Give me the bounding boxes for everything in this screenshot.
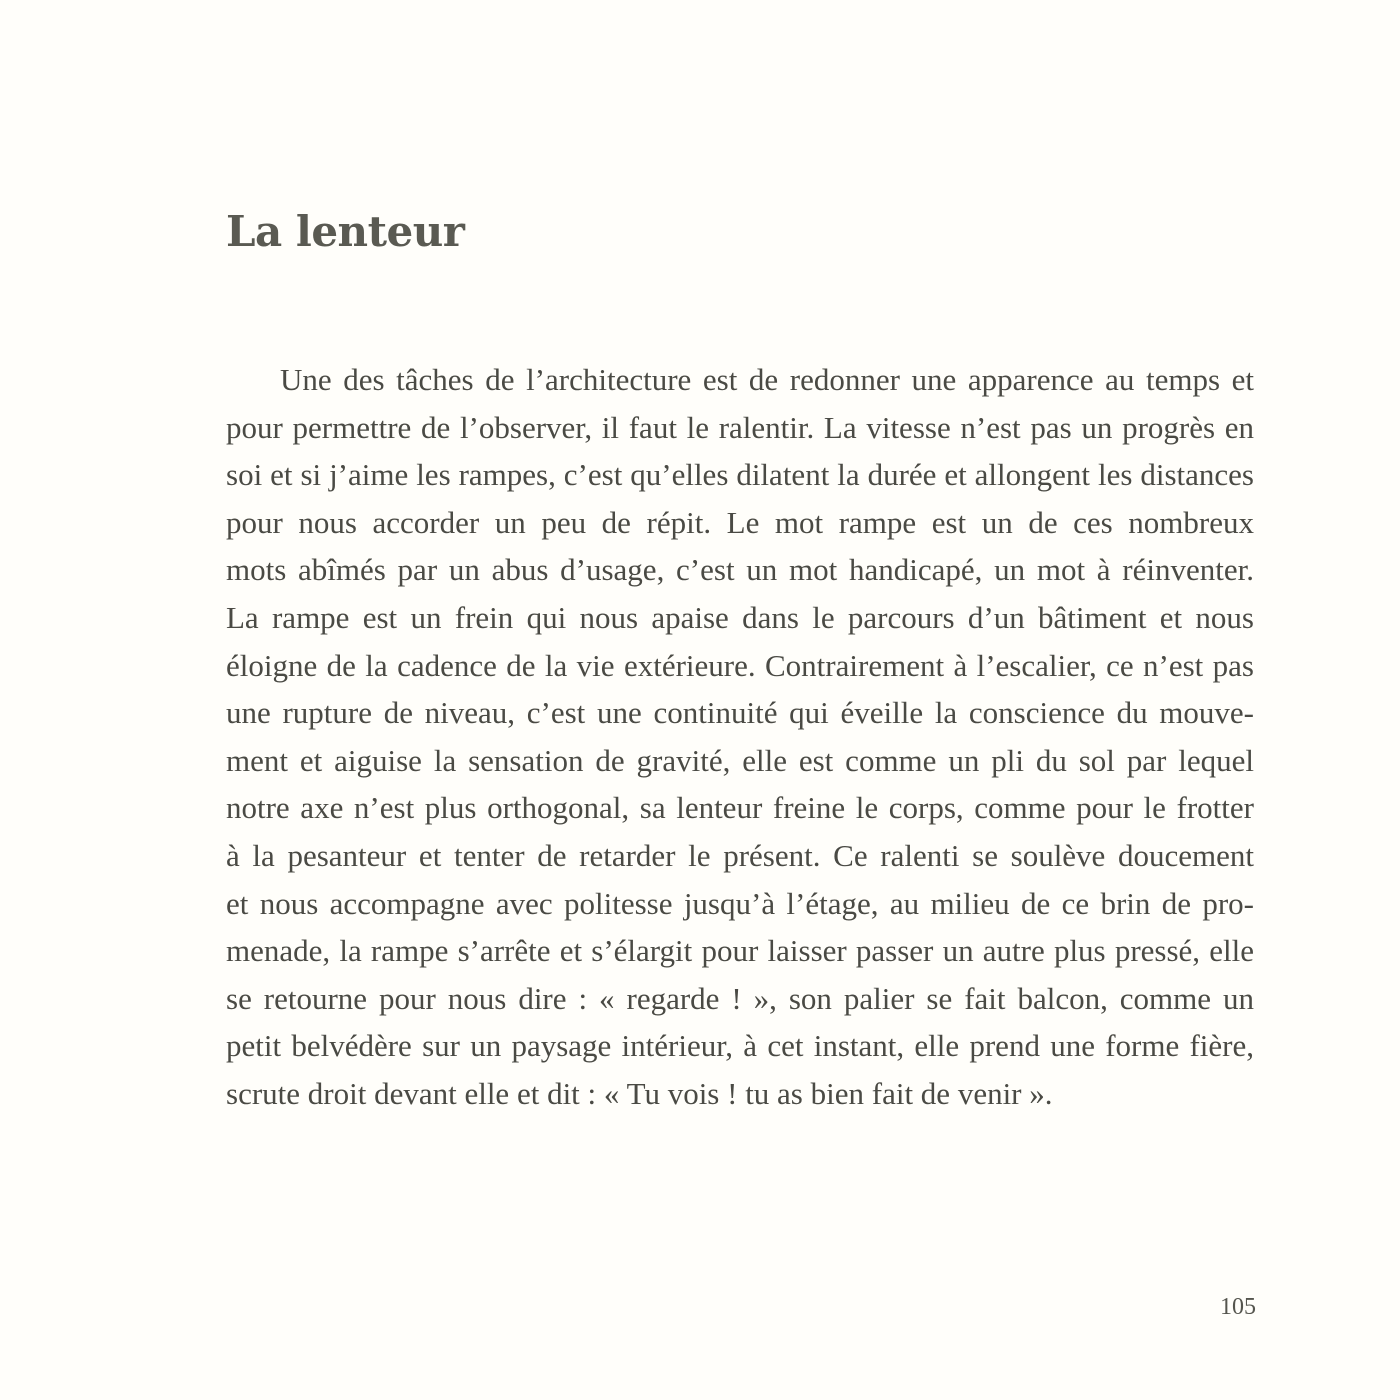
paragraph-line: ment et aiguise la sensation de gravité, elle est comme un pli du sol par lequel [226,742,1254,778]
paragraph-line: notre axe n’est plus orthogonal, sa lenteur freine le corps, comme pour le frotter [226,790,1254,826]
chapter-title: La lenteur [226,207,465,256]
paragraph-line: mots abîmés par un abus d’usage, c’est un mot handicapé, un mot à réinventer. [226,552,1254,588]
paragraph-line: pour nous accorder un peu de répit. Le mot rampe est un de ces nombreux [226,504,1254,540]
paragraph-line: Une des tâches de l’architecture est de redonner une apparence au temps et [280,362,1254,397]
paragraph-line: une rupture de niveau, c’est une continuité qui éveille la conscience du mouve- [226,695,1254,731]
paragraph-line: soi et si j’aime les rampes, c’est qu’elles dilatent la durée et allongent les distances [226,457,1254,493]
page-number: 105 [1220,1294,1256,1320]
paragraph-line: et nous accompagne avec politesse jusqu’à l’étage, au milieu de ce brin de pro- [226,885,1254,921]
paragraph-line: menade, la rampe s’arrête et s’élargit pour laisser passer un autre plus pressé, elle [226,933,1254,969]
paragraph-line: petit belvédère sur un paysage intérieur, à cet instant, elle prend une forme fière, [226,1028,1254,1064]
paragraph-line: scrute droit devant elle et dit : « Tu vois ! tu as bien fait de venir ». [226,1075,1053,1111]
paragraph-line: à la pesanteur et tenter de retarder le présent. Ce ralenti se soulève doucement [226,837,1254,873]
paragraph-line: éloigne de la cadence de la vie extérieure. Contrairement à l’escalier, ce n’est pas [226,647,1254,683]
paragraph-line: se retourne pour nous dire : « regarde ! », son palier se fait balcon, comme un [226,980,1254,1016]
paragraph-line: pour permettre de l’observer, il faut le ralentir. La vitesse n’est pas un progrès en [226,409,1254,445]
paragraph-line: La rampe est un frein qui nous apaise dans le parcours d’un bâtiment et nous [226,599,1254,635]
body-paragraph [226,356,1254,1118]
